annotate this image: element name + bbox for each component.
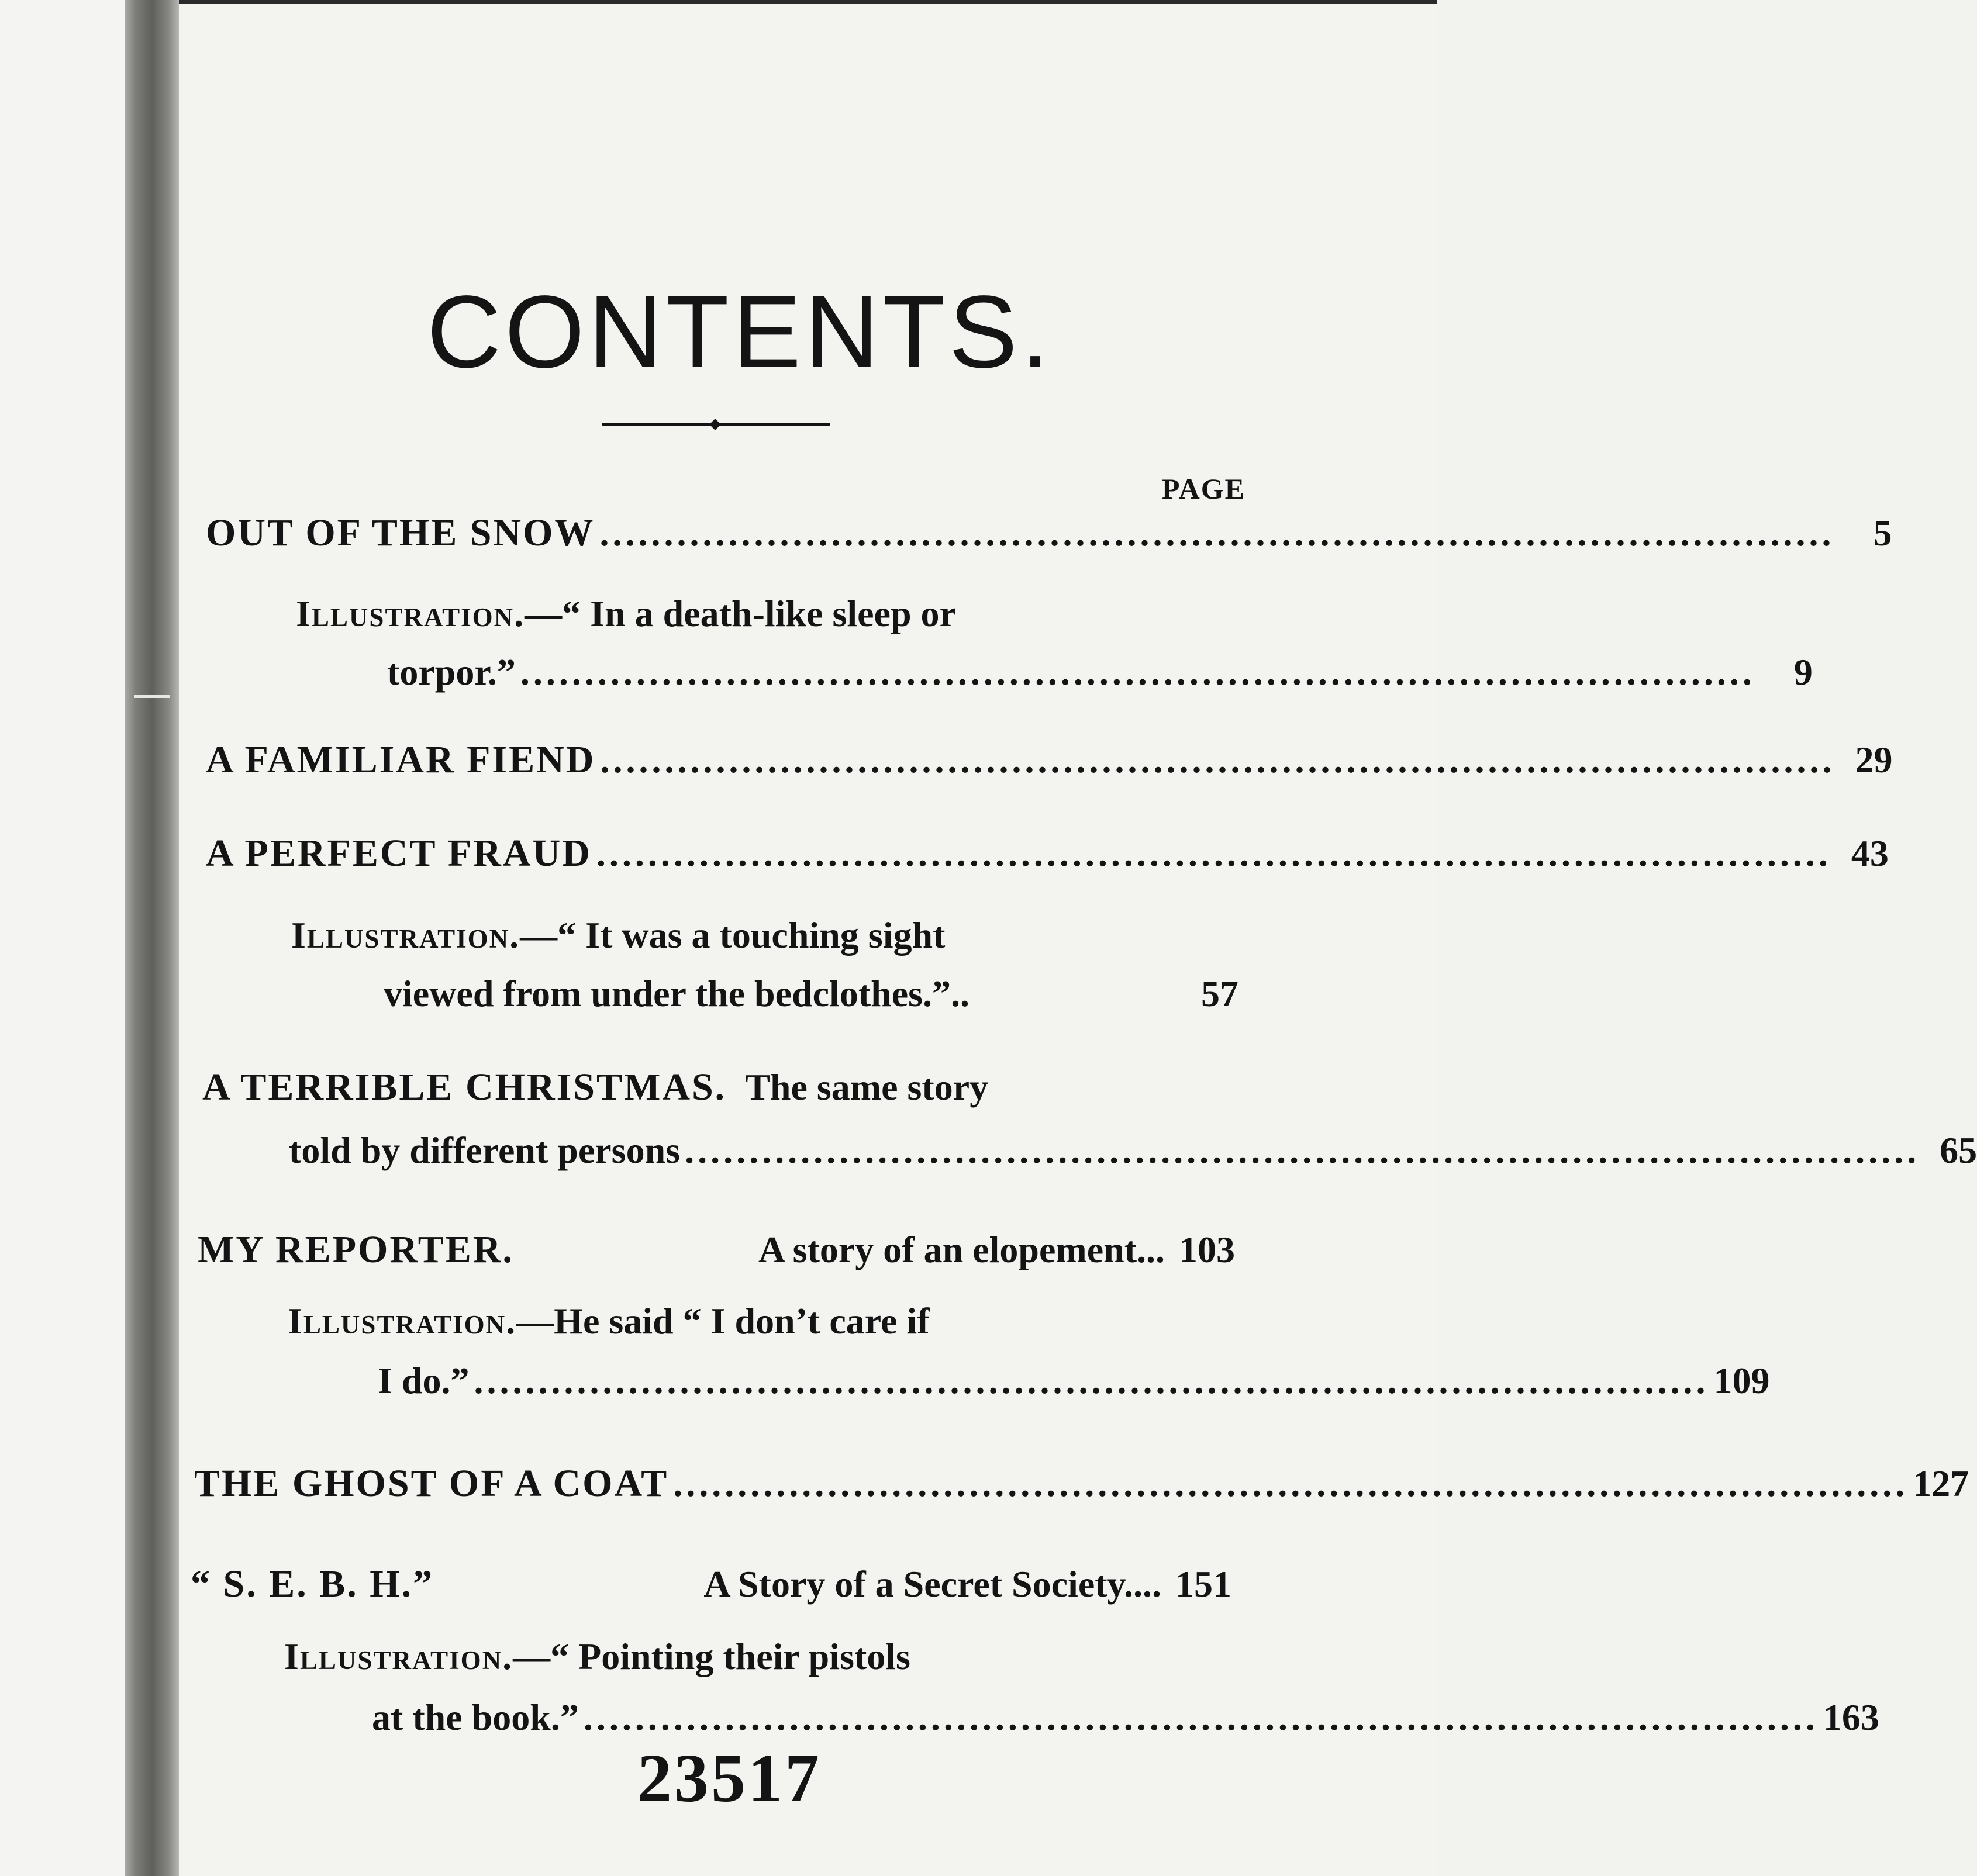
- entry-title: A PERFECT FRAUD: [206, 832, 592, 875]
- toc-entry-title-line: [202, 1064, 1196, 1111]
- entry-page-number: 43: [1851, 832, 1889, 874]
- entry-page-number: 57: [1201, 973, 1238, 1014]
- spine-mark: [134, 695, 170, 698]
- ornament-diamond: [709, 419, 721, 430]
- entry-subtitle: The same story: [745, 1066, 989, 1108]
- illustration-caption-end: viewed from under the bedclothes.”..: [384, 973, 970, 1014]
- toc-entry-a-terrible-christmas[interactable]: [289, 1127, 1977, 1174]
- entry-subtitle-end: told by different persons: [289, 1129, 681, 1171]
- toc-entry-my-reporter[interactable]: [198, 1227, 1235, 1273]
- toc-entry-a-perfect-fraud[interactable]: [206, 830, 1889, 877]
- illustration-caption-end: torpor.”: [387, 651, 516, 693]
- illustration-label: Illustration.: [284, 1636, 513, 1677]
- entry-title: OUT OF THE SNOW: [206, 512, 595, 554]
- illustration-caption-end: I do.”: [378, 1360, 470, 1401]
- dot-leader: ................................................................................................: [583, 1697, 1819, 1738]
- page-column-label: PAGE: [1161, 472, 1245, 505]
- toc-illustration-line: [288, 1298, 1176, 1345]
- entry-page-number: 127: [1913, 1463, 1969, 1504]
- heading-ornament: [602, 419, 830, 430]
- left-margin: [0, 0, 125, 1876]
- top-rule: [179, 0, 1437, 4]
- book-spine: [125, 0, 179, 1876]
- bottom-stamp-number: 23517: [637, 1740, 822, 1816]
- entry-page-number: 151: [1175, 1563, 1231, 1605]
- illustration-caption: —“ In a death-like sleep or: [525, 593, 956, 634]
- illustration-caption: —“ It was a touching sight: [520, 914, 946, 956]
- dot-leader: ................................................................................................: [673, 1463, 1909, 1504]
- toc-entry-illustration[interactable]: [384, 970, 1238, 1017]
- entry-page-number: 103: [1179, 1229, 1235, 1270]
- entry-title: A FAMILIAR FIEND: [206, 738, 596, 781]
- dot-leader: ................................................................................................: [685, 1129, 1920, 1171]
- toc-entry-the-ghost-of-a-coat[interactable]: [194, 1460, 1969, 1507]
- illustration-label: Illustration.: [296, 593, 525, 634]
- entry-page-number: 65: [1940, 1129, 1977, 1171]
- entry-subtitle: A story of an elopement...: [758, 1229, 1165, 1270]
- toc-illustration-line: [284, 1633, 1173, 1680]
- contents-heading: CONTENTS.: [427, 275, 1053, 389]
- toc-entry-a-familiar-fiend[interactable]: [206, 737, 1893, 783]
- toc-entry-illustration[interactable]: [372, 1694, 1879, 1741]
- entry-page-number: 5: [1873, 512, 1892, 554]
- entry-subtitle: A Story of a Secret Society....: [703, 1563, 1161, 1605]
- illustration-label: Illustration.: [288, 1300, 517, 1342]
- toc-entry-sebh[interactable]: [191, 1561, 1231, 1608]
- toc-entry-out-of-the-snow[interactable]: [206, 510, 1892, 557]
- illustration-label: Illustration.: [291, 914, 520, 956]
- entry-title: MY REPORTER.: [198, 1228, 514, 1271]
- dot-leader: ................................................................................................: [596, 832, 1831, 874]
- illustration-caption-end: at the book.”: [372, 1697, 579, 1738]
- dot-leader: ................................................................................................: [474, 1360, 1709, 1401]
- illustration-caption: —He said “ I don’t care if: [516, 1300, 930, 1342]
- entry-title: A TERRIBLE CHRISTMAS.: [202, 1066, 727, 1108]
- dot-leader: ................................................................................................: [600, 739, 1835, 780]
- toc-entry-illustration[interactable]: [378, 1357, 1770, 1404]
- toc-illustration-line: [291, 912, 1180, 959]
- dot-leader: ................................................................................................: [599, 512, 1835, 554]
- entry-title: “ S. E. B. H.”: [191, 1563, 434, 1605]
- entry-page-number: 29: [1855, 739, 1893, 780]
- dot-leader: ................................................................................................: [520, 651, 1755, 693]
- illustration-caption: —“ Pointing their pistols: [513, 1636, 910, 1677]
- toc-illustration-line: [296, 590, 1173, 637]
- toc-entry-illustration[interactable]: [387, 649, 1813, 696]
- entry-page-number: 163: [1823, 1697, 1879, 1738]
- entry-title: THE GHOST OF A COAT: [194, 1462, 669, 1505]
- entry-page-number: 109: [1713, 1360, 1770, 1401]
- entry-page-number: 9: [1793, 651, 1813, 693]
